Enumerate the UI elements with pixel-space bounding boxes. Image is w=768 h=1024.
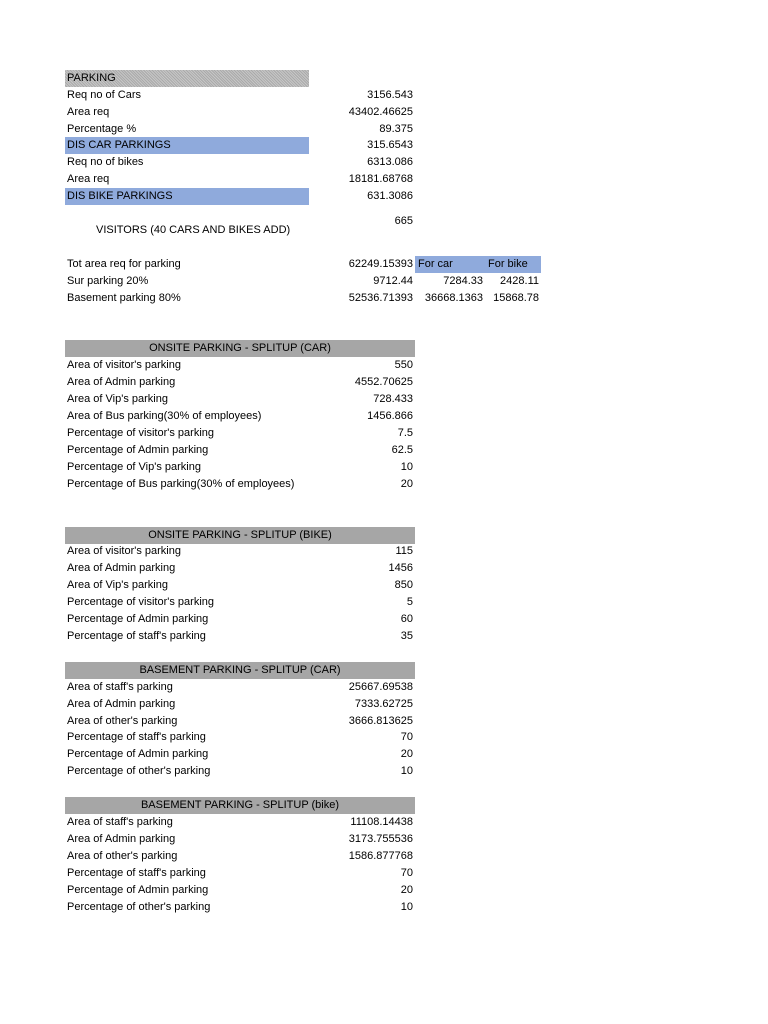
row-label: Sur parking 20% xyxy=(67,275,149,287)
for-bike-label: For bike xyxy=(488,258,528,270)
row-value: 62.5 xyxy=(391,444,413,456)
row-label: Percentage of Admin parking xyxy=(67,613,209,625)
row-label: Basement parking 80% xyxy=(67,292,181,304)
row-label: Area of staff's parking xyxy=(67,816,173,828)
row-label: Area of staff's parking xyxy=(67,681,173,693)
row-value: 20 xyxy=(400,478,413,490)
row-label: Area of Vip's parking xyxy=(67,393,168,405)
parking-row xyxy=(65,104,413,121)
row-value: 1586.877768 xyxy=(348,850,413,862)
basement-car-row xyxy=(65,729,413,746)
parking-row xyxy=(65,87,413,104)
row-value: 850 xyxy=(394,579,413,591)
onsite-car-header: ONSITE PARKING - SPLITUP (CAR) xyxy=(65,340,415,357)
row-label: Percentage of Admin parking xyxy=(67,748,209,760)
for-car-label: For car xyxy=(418,258,453,270)
totals-row xyxy=(65,256,413,273)
row-label: Tot area req for parking xyxy=(67,258,181,270)
parking-section-header xyxy=(65,70,309,87)
row-value: 1456 xyxy=(388,562,413,574)
row-value: 43402.46625 xyxy=(348,106,413,118)
basement-car-row xyxy=(65,763,413,780)
totals-row xyxy=(65,290,413,307)
row-label: Area of Admin parking xyxy=(67,698,176,710)
onsite-car-row xyxy=(65,425,413,442)
onsite-bike-header: ONSITE PARKING - SPLITUP (BIKE) xyxy=(65,527,415,544)
row-value: 52536.71393 xyxy=(348,292,413,304)
onsite-car-row xyxy=(65,391,413,408)
basement-bike-row xyxy=(65,814,413,831)
onsite-bike-row xyxy=(65,594,413,611)
row-label: Area of other's parking xyxy=(67,850,178,862)
row-label: Area of other's parking xyxy=(67,715,178,727)
row-label: Area of Vip's parking xyxy=(67,579,168,591)
row-value: 20 xyxy=(400,748,413,760)
row-label: DIS CAR PARKINGS xyxy=(67,139,171,151)
row-label: Area of Admin parking xyxy=(67,562,176,574)
parking-row xyxy=(65,171,413,188)
row-label: Area of visitor's parking xyxy=(67,545,181,557)
parking-row xyxy=(65,154,413,171)
basement-bike-header: BASEMENT PARKING - SPLITUP (bike) xyxy=(65,797,415,814)
basement-car-row xyxy=(65,746,413,763)
row-value: 631.3086 xyxy=(367,190,413,202)
totals-row xyxy=(65,273,413,290)
basement-bike-row xyxy=(65,865,413,882)
row-label: Area of Admin parking xyxy=(67,376,176,388)
row-value: 6313.086 xyxy=(367,156,413,168)
row-value: 60 xyxy=(400,613,413,625)
row-label: DIS BIKE PARKINGS xyxy=(67,190,173,202)
row-label: Area req xyxy=(67,106,110,118)
row-label: Percentage of Admin parking xyxy=(67,444,209,456)
row-label: Percentage of visitor's parking xyxy=(67,596,215,608)
row-value: 728.433 xyxy=(373,393,413,405)
parking-row xyxy=(65,137,413,154)
row-value: 3173.755536 xyxy=(348,833,413,845)
row-label: Percentage of visitor's parking xyxy=(67,427,215,439)
onsite-bike-row xyxy=(65,543,413,560)
row-label: Percentage of other's parking xyxy=(67,765,211,777)
row-value: 11108.14438 xyxy=(350,816,413,828)
basement-car-value: 36668.1363 xyxy=(424,292,483,304)
row-value: 550 xyxy=(394,359,413,371)
row-label: Percentage of staff's parking xyxy=(67,731,206,743)
onsite-bike-row xyxy=(65,577,413,594)
row-value: 4552.70625 xyxy=(354,376,413,388)
row-label: Area of visitor's parking xyxy=(67,359,181,371)
basement-car-row xyxy=(65,679,413,696)
onsite-bike-row xyxy=(65,560,413,577)
row-value: 10 xyxy=(400,901,413,913)
row-value: 7.5 xyxy=(397,427,413,439)
basement-bike-value: 15868.78 xyxy=(493,292,539,304)
onsite-car-row xyxy=(65,442,413,459)
row-value: 18181.68768 xyxy=(348,173,413,185)
parking-row xyxy=(65,188,413,205)
visitors-value: 665 xyxy=(394,215,413,227)
row-value: 3666.813625 xyxy=(348,715,413,727)
row-label: Percentage of staff's parking xyxy=(67,630,206,642)
row-value: 62249.15393 xyxy=(348,258,413,270)
row-value: 315.6543 xyxy=(367,139,413,151)
row-value: 115 xyxy=(395,545,413,557)
basement-car-row xyxy=(65,696,413,713)
onsite-bike-row xyxy=(65,611,413,628)
row-label: Area of Bus parking(30% of employees) xyxy=(67,410,262,422)
onsite-car-row xyxy=(65,408,413,425)
basement-bike-row xyxy=(65,899,413,916)
row-label: Percentage % xyxy=(67,123,137,135)
basement-bike-row xyxy=(65,882,413,899)
row-label: Percentage of Vip's parking xyxy=(67,461,201,473)
row-value: 70 xyxy=(400,867,413,879)
row-label: Percentage of other's parking xyxy=(67,901,211,913)
row-value: 3156.543 xyxy=(367,89,413,101)
row-value: 10 xyxy=(400,765,413,777)
visitors-label-row xyxy=(96,222,346,239)
row-label: Area of Admin parking xyxy=(67,833,176,845)
row-value: 20 xyxy=(400,884,413,896)
row-label: Area req xyxy=(67,173,110,185)
basement-car-row xyxy=(65,713,413,730)
row-value: 89.375 xyxy=(379,123,413,135)
sur-car-value: 7284.33 xyxy=(443,275,483,287)
onsite-car-row xyxy=(65,357,413,374)
row-value: 25667.69538 xyxy=(348,681,413,693)
row-value: 1456.866 xyxy=(367,410,413,422)
row-label: Percentage of Admin parking xyxy=(67,884,209,896)
onsite-car-row xyxy=(65,374,413,391)
parking-header-label: PARKING xyxy=(67,72,116,84)
onsite-car-row xyxy=(65,476,413,493)
row-label: Percentage of staff's parking xyxy=(67,867,206,879)
onsite-bike-row xyxy=(65,628,413,645)
sur-bike-value: 2428.11 xyxy=(500,275,539,287)
row-value: 10 xyxy=(400,461,413,473)
basement-bike-row xyxy=(65,831,413,848)
basement-bike-row xyxy=(65,848,413,865)
row-value: 9712.44 xyxy=(373,275,413,287)
row-value: 70 xyxy=(400,731,413,743)
visitors-label: VISITORS (40 CARS AND BIKES ADD) xyxy=(96,224,291,236)
parking-row xyxy=(65,121,413,138)
row-value: 5 xyxy=(406,596,413,608)
row-label: Req no of bikes xyxy=(67,156,144,168)
row-value: 7333.62725 xyxy=(354,698,413,710)
onsite-car-row xyxy=(65,459,413,476)
basement-car-header: BASEMENT PARKING - SPLITUP (CAR) xyxy=(65,662,415,679)
row-value: 35 xyxy=(400,630,413,642)
row-label: Percentage of Bus parking(30% of employees) xyxy=(67,478,295,490)
row-label: Req no of Cars xyxy=(67,89,141,101)
